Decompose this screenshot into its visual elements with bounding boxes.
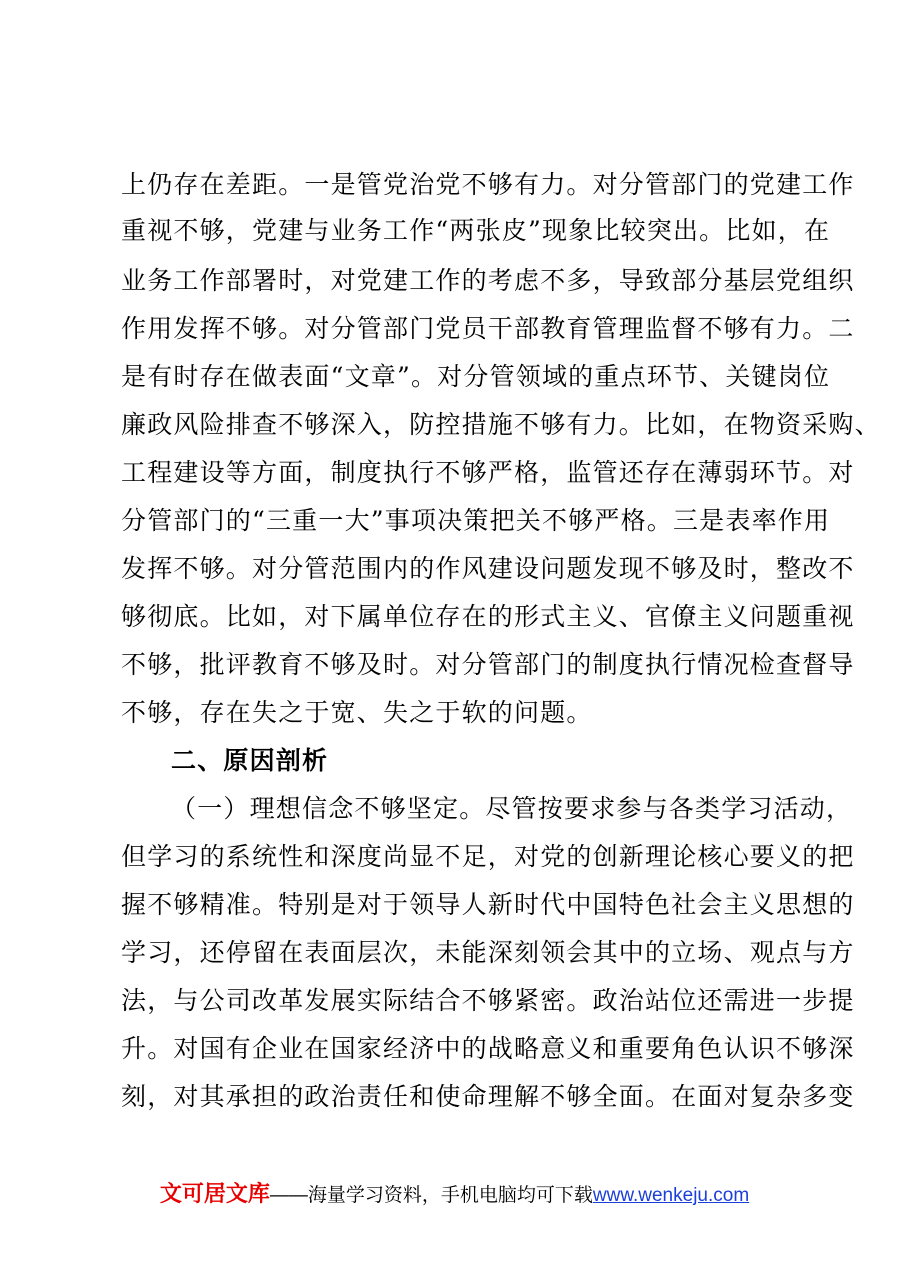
footer-website-link[interactable]: www.wenkeju.com (592, 1185, 750, 1206)
body-line: 发挥不够。对分管范围内的作风建设问题发现不够及时，整改不 (121, 554, 855, 583)
body-line: 升。对国有企业在国家经济中的战略意义和重要角色认识不够深 (121, 1034, 855, 1063)
body-line: 工程建设等方面，制度执行不够严格，监管还存在薄弱环节。对 (121, 458, 855, 487)
body-line: 但学习的系统性和深度尚显不足，对党的创新理论核心要义的把 (121, 842, 855, 871)
footer-banner (0, 1180, 909, 1210)
body-line: 上仍存在差距。一是管党治党不够有力。对分管部门的党建工作 (121, 170, 855, 199)
body-line: 分管部门的“三重一大”事项决策把关不够严格。三是表率作用 (121, 506, 831, 535)
body-line: 不够，存在失之于宽、失之于软的问题。 (121, 698, 593, 727)
footer-slogan: ——海量学习资料，手机电脑均可下载 (269, 1185, 593, 1206)
body-line: 握不够精准。特别是对于领导人新时代中国特色社会主义思想的 (121, 890, 855, 919)
body-line: 业务工作部署时，对党建工作的考虑不多，导致部分基层党组织 (121, 266, 855, 295)
body-line: 不够，批评教育不够及时。对分管部门的制度执行情况检查督导 (121, 650, 855, 679)
body-line: 学习，还停留在表面层次，未能深刻领会其中的立场、观点与方 (121, 938, 855, 967)
body-line: 够彻底。比如，对下属单位存在的形式主义、官僚主义问题重视 (121, 602, 855, 631)
body-line: （一）理想信念不够坚定。尽管按要求参与各类学习活动， (171, 794, 853, 823)
footer-brand: 文可居文库 (159, 1181, 270, 1206)
body-line: 廉政风险排查不够深入，防控措施不够有力。比如，在物资采购、 (121, 410, 881, 439)
section-heading: 二、原因剖析 (171, 746, 329, 775)
body-line: 法，与公司改革发展实际结合不够紧密。政治站位还需进一步提 (121, 986, 855, 1015)
body-line: 重视不够，党建与业务工作“两张皮”现象比较突出。比如，在 (121, 216, 831, 245)
body-line: 刻，对其承担的政治责任和使命理解不够全面。在面对复杂多变 (121, 1082, 855, 1111)
body-line: 是有时存在做表面“文章”。对分管领域的重点环节、关键岗位 (121, 362, 831, 391)
body-line: 作用发挥不够。对分管部门党员干部教育管理监督不够有力。二 (121, 314, 855, 343)
